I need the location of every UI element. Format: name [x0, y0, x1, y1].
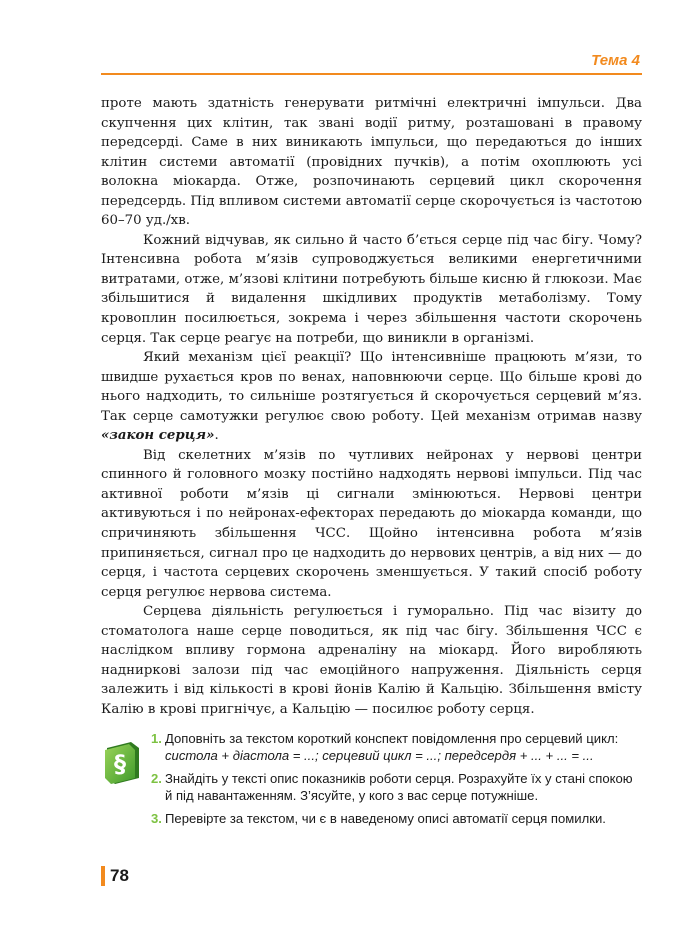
task-text: Доповніть за текстом короткий конспект повідомлення про серцевий цикл: — [165, 731, 619, 746]
topic-header: Тема 4 — [591, 52, 640, 69]
main-text — [101, 94, 642, 720]
paragraph-2: Кожний відчував, як сильно й часто б’ється серце під час бігу. Чому? Інтенсивна робота м’язів супроводжується великими енергетичними витратами, отже, м’язові клітини потребують більше кисню й глюкози. Має збільшитися й видалення шкідливих продуктів метаболізму. Тому кровоплин посилюється, зокрема і через збільшення частоти скорочень серця. Так серце реагує на потреби, що виникли в організмі. — [101, 232, 642, 346]
task-text: Перевірте за текстом, чи є в наведеному описі автоматії серця помилки. — [165, 811, 606, 826]
task-text: Знайдіть у тексті опис показників роботи серця. Розрахуйте їх у стані спокою й під навантаженням. З’ясуйте, у кого з вас серце потужніше. — [165, 771, 633, 803]
task-list — [151, 730, 642, 833]
task-formula: систола + діастола = ...; серцевий цикл = ...; передсердя + ... + ... = ... — [165, 748, 594, 763]
header-rule — [101, 73, 642, 75]
page-number-bar — [101, 866, 105, 886]
paragraph-3-text: Який механізм цієї реакції? Що інтенсивніше працюють м’язи, то швидше рухається кров по венах, наповнюючи серце. Що більше крові до нього надходить, то сильніше розтягується й скорочується серцевий м’яз. Так серце самотужки регулює свою роботу. Цей механізм отримав назву — [101, 350, 642, 424]
svg-text:§: § — [114, 750, 126, 778]
paragraph-3 — [101, 348, 642, 446]
task-1 — [151, 730, 642, 764]
task-number: 2. — [151, 771, 162, 786]
page-footer — [101, 866, 129, 886]
task-number: 3. — [151, 811, 162, 826]
page-number: 78 — [110, 866, 129, 885]
task-3 — [151, 810, 642, 827]
task-2 — [151, 770, 642, 804]
term-heart-law: «закон серця» — [101, 427, 215, 444]
paragraph-3-end: . — [214, 428, 219, 444]
paragraph-5: Серцева діяльність регулюється і гуморально. Під час візиту до стоматолога наше серце поводиться, як під час бігу. Збільшення ЧСС є наслідком впливу гормона адреналіну на міокард. Його виробляють надниркові залози під час емоційного напруження. Діяльність серця залежить і від кількості в крові йонів Калію й Кальцію. Збільшення вмісту Калію в крові пригнічує, а Кальцію — посилює роботу серця. — [101, 604, 642, 717]
paragraph-1: проте мають здатність генерувати ритмічні електричні імпульси. Два скупчення цих клітин, так звані водії ритму, розташовані в правому передсерді. Саме в них виникають імпульси, що передаються до інших клітин системи автоматії (провідних пучків), а потім охоплюють усі волокна міокарда. Отже, розпочинають серцевий цикл скорочення передсердь. Під впливом системи автоматії серце скорочується із частотою 60–70 уд./хв. — [101, 96, 642, 229]
section-sign-icon — [101, 740, 143, 786]
paragraph-4: Від скелетних м’язів по чутливих нейронах у нервові центри спинного й головного мозку постійно надходять нервові імпульси. Під час активної роботи м’язів ці сигнали змінюються. Нервові центри активуються і по нейронах-ефекторах передають до міокарда команди, що спричиняють збільшення ЧСС. Щойно інтенсивна робота м’язів припиняється, сигнал про це надходить до нервових центрів, а від них — до серця, і частота серцевих скорочень зменшується. У такий спосіб роботу серця регулює нервова система. — [101, 447, 642, 600]
task-number: 1. — [151, 731, 162, 746]
